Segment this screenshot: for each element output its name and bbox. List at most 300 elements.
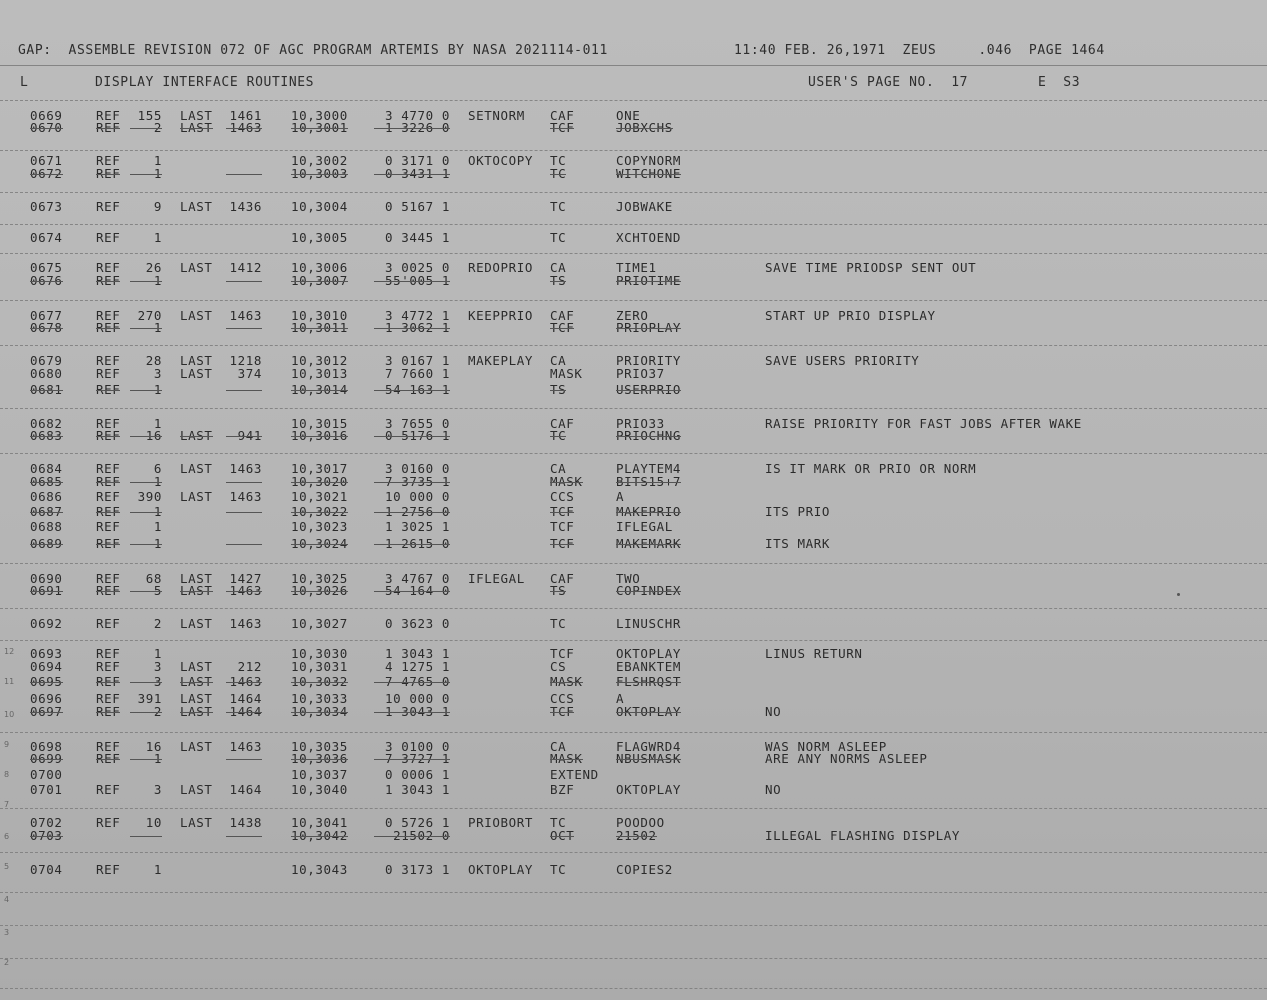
- listing-line: [0, 537, 1267, 551]
- listing-seq: 0689: [30, 536, 63, 551]
- listing-addr: 10,3027: [291, 616, 348, 631]
- listing-op: EXTEND: [550, 767, 599, 782]
- listing-word: 3 0167 1: [384, 353, 450, 368]
- listing-line: [0, 367, 1267, 381]
- margin-line-number: 8: [4, 770, 10, 779]
- listing-operand: WITCHONE: [616, 166, 682, 181]
- listing-addr: 10,3031: [291, 659, 348, 674]
- listing-word: 3 0160 0: [384, 461, 450, 476]
- listing-ref: REF: [96, 308, 121, 323]
- listing-refn: 5: [130, 584, 162, 598]
- listing-header-left: GAP: ASSEMBLE REVISION 072 OF AGC PROGRAM ARTEMIS BY NASA 2021114-011: [18, 43, 608, 58]
- form-rule-line: [0, 192, 1267, 193]
- listing-ref: REF: [96, 153, 121, 168]
- listing-ref: REF: [96, 536, 121, 551]
- listing-word: 1 3025 1: [384, 519, 450, 534]
- listing-label: OKTOCOPY: [468, 153, 534, 168]
- listing-addr: 10,3022: [291, 504, 348, 519]
- listing-op: TC: [550, 428, 567, 443]
- listing-word: 54 164 0: [374, 584, 450, 598]
- listing-seq: 0699: [30, 751, 63, 766]
- listing-word: 0 3623 0: [384, 616, 450, 631]
- listing-operand: ZERO: [616, 308, 649, 323]
- listing-line: [0, 520, 1267, 534]
- margin-line-number: 10: [4, 710, 15, 719]
- listing-operand: PRIO33: [616, 416, 665, 431]
- listing-lastn: 1427: [229, 571, 262, 586]
- listing-seq: 0672: [30, 166, 63, 181]
- listing-op: CAF: [550, 571, 575, 586]
- listing-word: 7 3735 1: [374, 475, 450, 489]
- listing-line: [0, 274, 1267, 288]
- listing-comment: SAVE TIME PRIODSP SENT OUT: [765, 260, 977, 275]
- listing-seq: 0692: [30, 616, 63, 631]
- listing-addr: 10,3004: [291, 199, 348, 214]
- listing-op: TCF: [550, 120, 575, 135]
- listing-seq: 0703: [30, 828, 63, 843]
- listing-word: 1 3043 1: [384, 646, 450, 661]
- listing-line: [0, 829, 1267, 843]
- listing-ref: REF: [96, 230, 121, 245]
- listing-seq: 0690: [30, 571, 63, 586]
- listing-addr: 10,3001: [291, 120, 348, 135]
- listing-line: [0, 705, 1267, 719]
- listing-ref: REF: [96, 616, 121, 631]
- listing-addr: 10,3040: [291, 782, 348, 797]
- listing-addr: 10,3011: [291, 320, 348, 335]
- listing-word: 10 000 0: [384, 691, 450, 706]
- section-title: DISPLAY INTERFACE ROUTINES: [95, 75, 315, 90]
- listing-ref: REF: [96, 646, 121, 661]
- listing-op: TC: [550, 815, 567, 830]
- listing-operand: A: [616, 691, 625, 706]
- listing-operand: OKTOPLAY: [616, 704, 682, 719]
- listing-last: LAST: [180, 260, 213, 275]
- listing-ref: REF: [96, 353, 121, 368]
- listing-last: LAST: [180, 704, 213, 719]
- listing-refn: 28: [145, 353, 162, 368]
- form-rule-line: [0, 852, 1267, 853]
- listing-ref: REF: [96, 461, 121, 476]
- form-rule-line: [0, 608, 1267, 609]
- listing-operand: COPIES2: [616, 862, 673, 877]
- listing-word: 3 0025 0: [384, 260, 450, 275]
- form-rule-line: [0, 150, 1267, 151]
- listing-last: LAST: [180, 691, 213, 706]
- listing-seq: 0700: [30, 767, 63, 782]
- listing-line: [0, 200, 1267, 214]
- form-rule-line: [0, 100, 1267, 101]
- listing-ref: REF: [96, 583, 121, 598]
- listing-addr: 10,3032: [291, 674, 348, 689]
- listing-op: MASK: [550, 751, 583, 766]
- form-rule-line: [0, 453, 1267, 454]
- listing-last: LAST: [180, 739, 213, 754]
- listing-comment: RAISE PRIORITY FOR FAST JOBS AFTER WAKE: [765, 416, 1082, 431]
- listing-seq: 0677: [30, 308, 63, 323]
- listing-op: TS: [550, 382, 567, 397]
- listing-refn: 155: [137, 108, 162, 123]
- listing-op: TC: [550, 166, 567, 181]
- listing-ref: REF: [96, 862, 121, 877]
- listing-lastn: 941: [226, 429, 262, 443]
- listing-word: 0 3173 1: [384, 862, 450, 877]
- listing-line: [0, 675, 1267, 689]
- listing-op: MASK: [550, 474, 583, 489]
- listing-lastn: 1463: [229, 489, 262, 504]
- listing-lastn: 1412: [229, 260, 262, 275]
- listing-seq: 0704: [30, 862, 63, 877]
- listing-line: [0, 863, 1267, 877]
- listing-refn: 9: [153, 199, 162, 214]
- listing-lastn: 1218: [229, 353, 262, 368]
- listing-seq: 0671: [30, 153, 63, 168]
- listing-comment: WAS NORM ASLEEP: [765, 739, 887, 754]
- listing-comment: ITS PRIO: [765, 504, 831, 519]
- listing-seq: 0676: [30, 273, 63, 288]
- listing-comment: START UP PRIO DISPLAY: [765, 308, 936, 323]
- listing-refn: 2: [130, 121, 162, 135]
- listing-addr: 10,3035: [291, 739, 348, 754]
- listing-header-right: 11:40 FEB. 26,1971 ZEUS .046 PAGE 1464: [734, 43, 1105, 58]
- listing-addr: 10,3007: [291, 273, 348, 288]
- listing-ref: REF: [96, 428, 121, 443]
- listing-op: TC: [550, 616, 567, 631]
- listing-lastn: 1463: [226, 675, 262, 689]
- listing-comment: LINUS RETURN: [765, 646, 863, 661]
- listing-refn: 1: [130, 167, 162, 181]
- form-rule-line: [0, 640, 1267, 641]
- listing-comment: ARE ANY NORMS ASLEEP: [765, 751, 928, 766]
- listing-lastn: 1463: [229, 461, 262, 476]
- listing-last: LAST: [180, 108, 213, 123]
- listing-op: CAF: [550, 416, 575, 431]
- listing-addr: 10,3015: [291, 416, 348, 431]
- listing-lastn: 1464: [226, 705, 262, 719]
- listing-refn: 270: [137, 308, 162, 323]
- listing-line: [0, 167, 1267, 181]
- listing-ref: REF: [96, 659, 121, 674]
- listing-refn: 1: [153, 646, 162, 661]
- listing-operand: LINUSCHR: [616, 616, 682, 631]
- listing-line: [0, 321, 1267, 335]
- listing-label: PRIOBORT: [468, 815, 534, 830]
- listing-lastn: 1463: [229, 739, 262, 754]
- listing-op: CAF: [550, 108, 575, 123]
- listing-op: TCF: [550, 704, 575, 719]
- listing-addr: 10,3003: [291, 166, 348, 181]
- listing-operand: JOBXCHS: [616, 120, 673, 135]
- listing-last: LAST: [180, 461, 213, 476]
- listing-op: TS: [550, 583, 567, 598]
- listing-last: LAST: [180, 366, 213, 381]
- listing-comment: IS IT MARK OR PRIO OR NORM: [765, 461, 977, 476]
- listing-lastn: 1436: [229, 199, 262, 214]
- listing-word: 1 3062 1: [374, 321, 450, 335]
- listing-word: 3 4772 1: [384, 308, 450, 323]
- listing-ref: REF: [96, 416, 121, 431]
- listing-word: 7 4765 0: [374, 675, 450, 689]
- listing-word: 3 7655 0: [384, 416, 450, 431]
- listing-refn: 1: [130, 475, 162, 489]
- listing-word: 3 0100 0: [384, 739, 450, 754]
- form-rule-line: [0, 892, 1267, 893]
- listing-seq: 0698: [30, 739, 63, 754]
- listing-last: LAST: [180, 120, 213, 135]
- margin-line-number: 12: [4, 647, 15, 656]
- listing-addr: 10,3006: [291, 260, 348, 275]
- listing-refn: 1: [153, 153, 162, 168]
- listing-operand: TIME1: [616, 260, 657, 275]
- paper-speck: [1177, 593, 1180, 596]
- listing-last: LAST: [180, 782, 213, 797]
- listing-op: CA: [550, 353, 567, 368]
- users-page-number: USER'S PAGE NO. 17: [808, 75, 969, 90]
- listing-refn: 3: [153, 366, 162, 381]
- listing-line: [0, 383, 1267, 397]
- listing-ref: REF: [96, 120, 121, 135]
- listing-op: CA: [550, 260, 567, 275]
- listing-addr: 10,3014: [291, 382, 348, 397]
- listing-line: [0, 617, 1267, 631]
- listing-seq: 0687: [30, 504, 63, 519]
- listing-ref: REF: [96, 474, 121, 489]
- listing-word: 21502 0: [374, 829, 450, 843]
- listing-op: TCF: [550, 320, 575, 335]
- listing-refn: 1: [153, 230, 162, 245]
- listing-refn: 10: [145, 815, 162, 830]
- listing-op: MASK: [550, 366, 583, 381]
- listing-operand: FLAGWRD4: [616, 739, 682, 754]
- listing-label: SETNORM: [468, 108, 525, 123]
- listing-lastn: 374: [237, 366, 262, 381]
- listing-operand: PRIORITY: [616, 353, 682, 368]
- listing-operand: PRIO37: [616, 366, 665, 381]
- listing-refn: 2: [130, 705, 162, 719]
- listing-addr: 10,3010: [291, 308, 348, 323]
- listing-ref: REF: [96, 320, 121, 335]
- listing-seq: 0702: [30, 815, 63, 830]
- listing-addr: 10,3036: [291, 751, 348, 766]
- listing-seq: 0678: [30, 320, 63, 335]
- listing-seq: 0696: [30, 691, 63, 706]
- listing-line: [0, 429, 1267, 443]
- listing-seq: 0669: [30, 108, 63, 123]
- listing-op: CCS: [550, 489, 575, 504]
- form-rule-line: [0, 224, 1267, 225]
- form-rule-line: [0, 408, 1267, 409]
- listing-refn: 16: [145, 739, 162, 754]
- listing-op: CS: [550, 659, 567, 674]
- listing-operand: FLSHRQST: [616, 674, 682, 689]
- listing-label: OKTOPLAY: [468, 862, 534, 877]
- listing-line: [0, 660, 1267, 674]
- listing-word: 1 3043 1: [384, 782, 450, 797]
- listing-refn: 3: [153, 659, 162, 674]
- listing-lastn: 1464: [229, 691, 262, 706]
- listing-lastn: 1463: [226, 584, 262, 598]
- form-rule-line: [0, 300, 1267, 301]
- listing-comment: NO: [765, 782, 782, 797]
- listing-seq: 0685: [30, 474, 63, 489]
- margin-line-number: 3: [4, 928, 10, 937]
- listing-seq: 0684: [30, 461, 63, 476]
- listing-addr: 10,3023: [291, 519, 348, 534]
- listing-addr: 10,3034: [291, 704, 348, 719]
- listing-addr: 10,3026: [291, 583, 348, 598]
- listing-lastn: 212: [237, 659, 262, 674]
- margin-line-number: 5: [4, 862, 10, 871]
- listing-ref: REF: [96, 260, 121, 275]
- listing-refn: 1: [130, 505, 162, 519]
- form-rule-line: [0, 65, 1267, 66]
- listing-ref: REF: [96, 382, 121, 397]
- listing-comment: ILLEGAL FLASHING DISPLAY: [765, 828, 961, 843]
- listing-label: KEEPPRIO: [468, 308, 534, 323]
- listing-addr: 10,3002: [291, 153, 348, 168]
- listing-word: 1 2756 0: [374, 505, 450, 519]
- listing-op: TC: [550, 230, 567, 245]
- listing-op: OCT: [550, 828, 575, 843]
- margin-line-number: 4: [4, 895, 10, 904]
- listing-operand: ONE: [616, 108, 641, 123]
- listing-seq: 0683: [30, 428, 63, 443]
- listing-operand: USERPRIO: [616, 382, 682, 397]
- listing-line: [0, 768, 1267, 782]
- listing-addr: 10,3024: [291, 536, 348, 551]
- listing-operand: PLAYTEM4: [616, 461, 682, 476]
- listing-seq: 0688: [30, 519, 63, 534]
- listing-label: IFLEGAL: [468, 571, 525, 586]
- listing-addr: 10,3041: [291, 815, 348, 830]
- listing-seq: 0670: [30, 120, 63, 135]
- listing-refn: 1: [130, 752, 162, 766]
- listing-last: LAST: [180, 308, 213, 323]
- listing-word: 4 1275 1: [384, 659, 450, 674]
- listing-operand: A: [616, 489, 625, 504]
- listing-operand: NBUSMASK: [616, 751, 682, 766]
- listing-refn: 3: [153, 782, 162, 797]
- listing-word: 1 2615 0: [374, 537, 450, 551]
- listing-seq: 0682: [30, 416, 63, 431]
- listing-refn: 6: [153, 461, 162, 476]
- listing-line: [0, 783, 1267, 797]
- listing-line: [0, 752, 1267, 766]
- listing-seq: 0701: [30, 782, 63, 797]
- listing-operand: IFLEGAL: [616, 519, 673, 534]
- listing-last: LAST: [180, 674, 213, 689]
- listing-addr: 10,3016: [291, 428, 348, 443]
- listing-lastn: 1438: [229, 815, 262, 830]
- listing-ref: REF: [96, 166, 121, 181]
- form-rule-line: [0, 988, 1267, 989]
- listing-seq: 0675: [30, 260, 63, 275]
- listing-refn: 1: [130, 383, 162, 397]
- listing-refn: 1: [130, 537, 162, 551]
- listing-word: 7 7660 1: [384, 366, 450, 381]
- listing-label: MAKEPLAY: [468, 353, 534, 368]
- listing-addr: 10,3042: [291, 828, 348, 843]
- listing-seq: 0673: [30, 199, 63, 214]
- listing-operand: PRIOCHNG: [616, 428, 682, 443]
- listing-ref: REF: [96, 489, 121, 504]
- listing-word: 3 4770 0: [384, 108, 450, 123]
- listing-last: LAST: [180, 353, 213, 368]
- listing-last: LAST: [180, 659, 213, 674]
- listing-word: 0 5167 1: [384, 199, 450, 214]
- listing-ref: REF: [96, 199, 121, 214]
- form-rule-line: [0, 563, 1267, 564]
- listing-op: TCF: [550, 536, 575, 551]
- listing-operand: OKTOPLAY: [616, 782, 682, 797]
- listing-addr: 10,3020: [291, 474, 348, 489]
- form-rule-line: [0, 925, 1267, 926]
- subheader-trailing-code: E S3: [1038, 75, 1081, 90]
- listing-word: 0 3445 1: [384, 230, 450, 245]
- listing-operand: JOBWAKE: [616, 199, 673, 214]
- listing-ref: REF: [96, 519, 121, 534]
- listing-addr: 10,3013: [291, 366, 348, 381]
- listing-op: CA: [550, 461, 567, 476]
- listing-word: 0 3171 0: [384, 153, 450, 168]
- form-rule-line: [0, 732, 1267, 733]
- listing-refn: 3: [130, 675, 162, 689]
- listing-last: LAST: [180, 583, 213, 598]
- listing-seq: 0679: [30, 353, 63, 368]
- form-rule-line: [0, 345, 1267, 346]
- subheader-column-l: L: [20, 75, 29, 90]
- listing-ref: REF: [96, 108, 121, 123]
- listing-operand: COPINDEX: [616, 583, 682, 598]
- listing-refn: 26: [145, 260, 162, 275]
- listing-lastn: 1463: [229, 308, 262, 323]
- listing-lastn: 1461: [229, 108, 262, 123]
- listing-addr: 10,3030: [291, 646, 348, 661]
- listing-last: LAST: [180, 428, 213, 443]
- listing-line: [0, 505, 1267, 519]
- listing-ref: REF: [96, 504, 121, 519]
- listing-label: REDOPRIO: [468, 260, 534, 275]
- listing-ref: REF: [96, 674, 121, 689]
- listing-operand: MAKEPRIO: [616, 504, 682, 519]
- listing-word: 1 3043 1: [374, 705, 450, 719]
- listing-ref: REF: [96, 273, 121, 288]
- listing-comment: NO: [765, 704, 782, 719]
- listing-ref: REF: [96, 739, 121, 754]
- listing-addr: 10,3005: [291, 230, 348, 245]
- listing-refn: 68: [145, 571, 162, 586]
- listing-line: [0, 475, 1267, 489]
- listing-refn: 1: [153, 519, 162, 534]
- listing-seq: 0694: [30, 659, 63, 674]
- listing-op: CA: [550, 739, 567, 754]
- listing-op: MASK: [550, 674, 583, 689]
- listing-line: [0, 231, 1267, 245]
- listing-ref: REF: [96, 366, 121, 381]
- listing-last: LAST: [180, 616, 213, 631]
- listing-operand: EBANKTEM: [616, 659, 682, 674]
- listing-word: 10 000 0: [384, 489, 450, 504]
- listing-line: [0, 121, 1267, 135]
- listing-last: LAST: [180, 815, 213, 830]
- listing-operand: OKTOPLAY: [616, 646, 682, 661]
- listing-refn: 1: [130, 321, 162, 335]
- listing-op: CAF: [550, 308, 575, 323]
- margin-line-number: 9: [4, 740, 10, 749]
- form-rule-line: [0, 253, 1267, 254]
- listing-op: TC: [550, 199, 567, 214]
- listing-op: BZF: [550, 782, 575, 797]
